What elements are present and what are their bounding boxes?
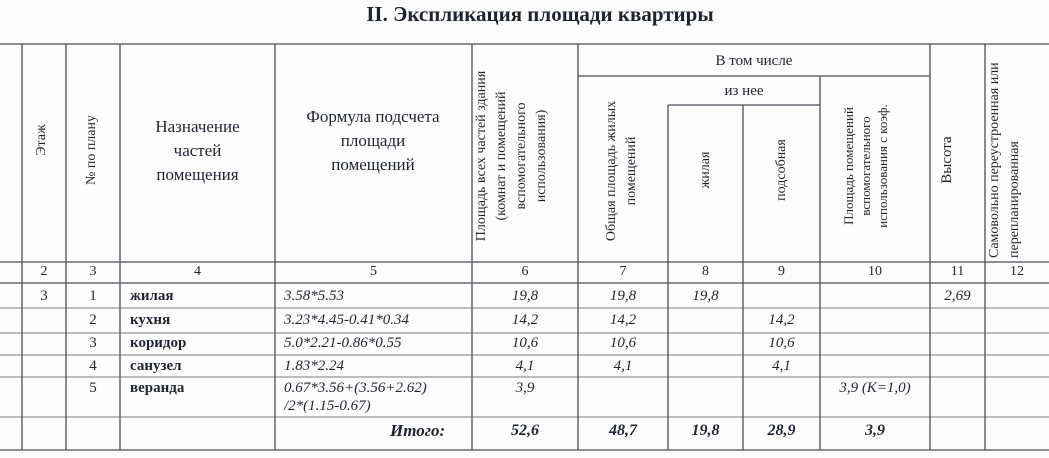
header-podsobnaya: подсобная: [774, 139, 789, 201]
etazh-value: 3: [40, 288, 48, 304]
table-row-1-living-total: 19,8: [609, 288, 637, 304]
table-row-2-name: кухня: [130, 312, 171, 328]
header-vspomog: Площадь помещений вспомогательного использования с коэф.: [841, 104, 890, 228]
table-row-5-name: веранда: [130, 380, 185, 396]
table-row-5-area: 3,9: [515, 380, 535, 396]
colnum-3: 3: [89, 264, 97, 279]
header-obshchaya: Общая площадь жилых помещений: [604, 100, 639, 242]
totals-area: 52,6: [511, 422, 539, 439]
colnum-7: 7: [619, 264, 627, 279]
table-row-5-formula: 0.67*3.56+(3.56+2.62): [284, 380, 427, 396]
header-formula: Формула подсчета площади помещений: [306, 107, 440, 174]
colnum-10: 10: [868, 264, 882, 279]
table-row-3-name: коридор: [130, 335, 187, 351]
table-row-5-aux-coef: 3,9 (K=1,0): [839, 380, 911, 396]
table-row-5-formula-line2: /2*(1.15-0.67): [284, 398, 371, 414]
header-etazh: Этаж: [34, 124, 49, 156]
table-row-1-no: 1: [89, 288, 97, 304]
table-row-2-living-total: 14,2: [609, 312, 637, 328]
table-row-3-area: 10,6: [511, 335, 539, 351]
table-row-4-area: 4,1: [515, 358, 535, 374]
header-v-tom-chisle: В том числе: [715, 53, 793, 69]
header-iz-nee: из нее: [724, 83, 764, 99]
table-row-4-aux: 4,1: [772, 358, 791, 374]
table-row-3-aux: 10,6: [768, 335, 795, 351]
totals-aux-coef: 3,9: [865, 422, 885, 439]
table-row-1-formula: 3.58*5.53: [284, 288, 344, 304]
header-ploshchad-vsekh: Площадь всех частей здания (комнат и помещений вспомогательного использования): [474, 70, 549, 242]
table-row-3-living-total: 10,6: [609, 335, 637, 351]
table-row-1-name: жилая: [130, 288, 174, 304]
table-row-2-formula: 3.23*4.45-0.41*0.34: [284, 312, 409, 328]
colnum-12: 12: [1010, 264, 1024, 279]
totals-living: 19,8: [691, 422, 720, 439]
totals-label: Итого:: [390, 421, 446, 440]
header-zhilaya: жилая: [698, 151, 713, 189]
colnum-5: 5: [370, 264, 377, 279]
table-row-4-formula: 1.83*2.24: [284, 358, 344, 374]
header-vysota: Высота: [939, 136, 955, 184]
colnum-4: 4: [194, 264, 201, 279]
table-row-3-no: 3: [89, 335, 97, 351]
table-row-3-formula: 5.0*2.21-0.86*0.55: [284, 335, 402, 351]
header-no-po-planu: № по плану: [84, 114, 99, 186]
table-row-4-no: 4: [89, 358, 97, 374]
table-row-2-aux: 14,2: [768, 312, 795, 328]
colnum-8: 8: [702, 264, 709, 279]
table-row-2-area: 14,2: [511, 312, 539, 328]
totals-living-total: 48,7: [609, 422, 637, 439]
table-row-5-no: 5: [89, 380, 97, 396]
document-title: II. Экспликация площади квартиры: [366, 2, 714, 26]
colnum-6: 6: [521, 264, 529, 279]
table-row-2-no: 2: [89, 312, 97, 328]
colnum-2: 2: [40, 264, 48, 279]
table-row-1-area: 19,8: [511, 288, 539, 304]
colnum-9: 9: [778, 264, 785, 279]
totals-aux: 28,9: [767, 422, 796, 439]
header-naznachenie: Назначение частей помещения: [155, 117, 240, 184]
header-samovolno: Самовольно переустроенная или перепланированная: [987, 62, 1022, 258]
table-row-1-height: 2,69: [944, 288, 971, 304]
colnum-11: 11: [950, 264, 965, 279]
table-row-1-living: 19,8: [692, 288, 719, 304]
table-row-4-living-total: 4,1: [613, 358, 633, 374]
table-row-4-name: санузел: [130, 358, 182, 374]
